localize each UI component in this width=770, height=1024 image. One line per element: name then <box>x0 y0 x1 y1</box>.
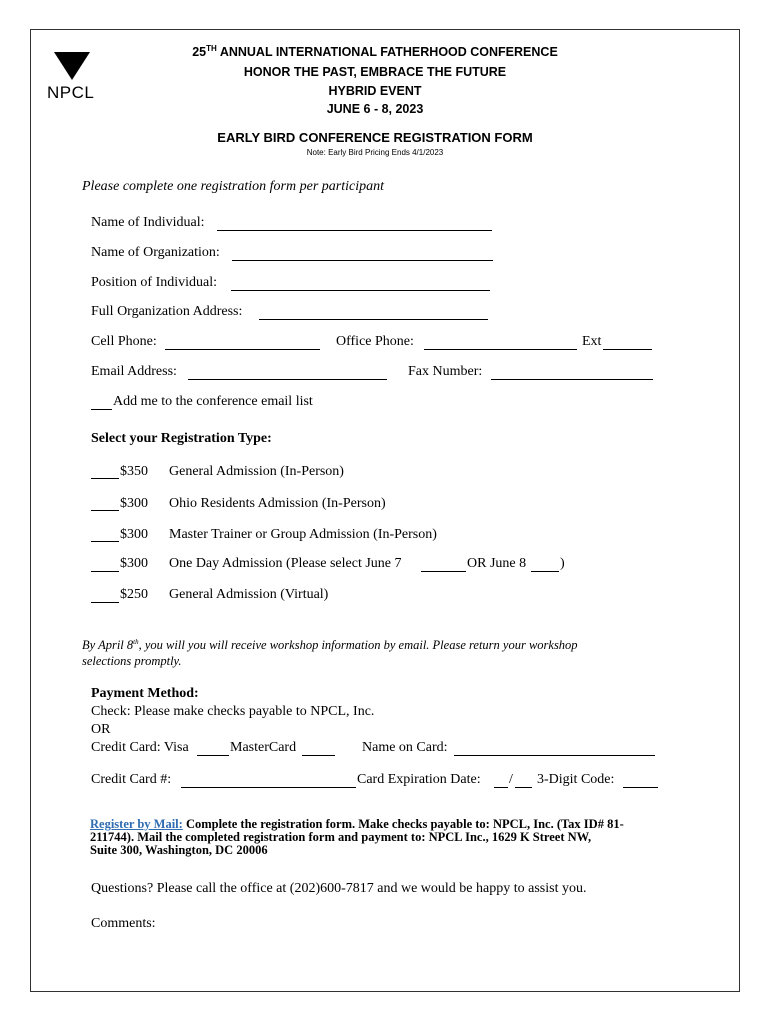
event-dates: JUNE 6 - 8, 2023 <box>326 102 424 116</box>
address-label: Full Organization Address: <box>91 304 243 319</box>
check-instruction: Check: Please make checks payable to NPCL, Inc. <box>91 704 375 719</box>
logo-text: NPCL <box>47 83 95 102</box>
reg-option-2-label: Ohio Residents Admission (In-Person) <box>169 496 386 511</box>
reg-option-3-price: $300 <box>120 527 148 542</box>
mastercard-label: MasterCard <box>230 740 297 755</box>
reg-option-2-checkbox[interactable] <box>91 510 119 511</box>
reg-option-4-label: One Day Admission (Please select June 7 <box>169 556 402 571</box>
name-org-field[interactable] <box>232 260 493 261</box>
register-by-mail: Register by Mail: Complete the registration form. Make checks payable to: NPCL, Inc. (Tax ID# 81- <box>90 817 624 831</box>
workshop-note-line2: selections promptly. <box>82 654 182 668</box>
exp-year-field[interactable] <box>515 787 532 788</box>
card-number-field[interactable] <box>181 787 356 788</box>
reg-option-3-label: Master Trainer or Group Admission (In-Person) <box>169 527 437 542</box>
mail-instructions-line3: Suite 300, Washington, DC 20006 <box>90 843 268 857</box>
mail-instructions-line2: 211744). Mail the completed registration form and payment to: NPCL Inc., 1629 K Street NW, <box>90 830 592 844</box>
email-label: Email Address: <box>91 364 177 379</box>
form-title: EARLY BIRD CONFERENCE REGISTRATION FORM <box>217 130 533 145</box>
position-field[interactable] <box>231 290 490 291</box>
reg-option-2-price: $300 <box>120 496 148 511</box>
questions-text: Questions? Please call the office at (202)600-7817 and we would be happy to assist you. <box>91 881 587 896</box>
cell-phone-field[interactable] <box>165 349 320 350</box>
cvv-label: 3-Digit Code: <box>537 772 615 787</box>
email-list-checkbox[interactable] <box>91 409 112 410</box>
june8-close-paren: ) <box>560 556 565 571</box>
exp-month-field[interactable] <box>494 787 508 788</box>
email-list-label: Add me to the conference email list <box>113 394 313 409</box>
reg-option-3-checkbox[interactable] <box>91 541 119 542</box>
address-field[interactable] <box>259 319 488 320</box>
mastercard-checkbox[interactable] <box>302 755 335 756</box>
name-on-card-label: Name on Card: <box>362 740 448 755</box>
reg-option-5-price: $250 <box>120 587 148 602</box>
card-number-label: Credit Card #: <box>91 772 172 787</box>
credit-card-visa-label: Credit Card: Visa <box>91 740 189 755</box>
reg-option-4-price: $300 <box>120 556 148 571</box>
reg-option-1-price: $350 <box>120 464 148 479</box>
reg-option-4-checkbox[interactable] <box>91 571 119 572</box>
event-type: HYBRID EVENT <box>328 84 422 98</box>
name-org-label: Name of Organization: <box>91 245 220 260</box>
workshop-note-line1: By April 8th, you will you will receive workshop information by email. Please return your workshop <box>82 638 578 653</box>
conference-theme: HONOR THE PAST, EMBRACE THE FUTURE <box>243 65 507 79</box>
reg-option-5-checkbox[interactable] <box>91 602 119 603</box>
triangle-logo-icon <box>54 52 90 80</box>
register-by-mail-link[interactable]: Register by Mail: <box>90 817 183 831</box>
office-phone-label: Office Phone: <box>336 334 414 349</box>
email-field[interactable] <box>188 379 387 380</box>
cvv-field[interactable] <box>623 787 658 788</box>
office-phone-field[interactable] <box>424 349 577 350</box>
reg-option-1-checkbox[interactable] <box>91 478 119 479</box>
fax-field[interactable] <box>491 379 653 380</box>
name-on-card-field[interactable] <box>454 755 655 756</box>
june7-field[interactable] <box>421 571 466 572</box>
early-bird-note: Note: Early Bird Pricing Ends 4/1/2023 <box>306 148 444 157</box>
exp-separator: / <box>509 772 513 787</box>
registration-heading: Select your Registration Type: <box>91 431 272 446</box>
position-label: Position of Individual: <box>91 275 217 290</box>
name-individual-label: Name of Individual: <box>91 215 205 230</box>
reg-option-1-label: General Admission (In-Person) <box>169 464 344 479</box>
comments-label: Comments: <box>91 916 156 931</box>
expiration-label: Card Expiration Date: <box>357 772 481 787</box>
ext-label: Ext <box>582 334 602 349</box>
conference-title: 25TH ANNUAL INTERNATIONAL FATHERHOOD CONFERENCE <box>192 44 558 60</box>
payment-heading: Payment Method: <box>91 686 199 701</box>
visa-checkbox[interactable] <box>197 755 229 756</box>
name-individual-field[interactable] <box>217 230 492 231</box>
intro-instruction: Please complete one registration form per participant <box>82 179 384 194</box>
june8-label: OR June 8 <box>467 556 527 571</box>
or-label: OR <box>91 722 111 737</box>
reg-option-5-label: General Admission (Virtual) <box>169 587 329 602</box>
ext-field[interactable] <box>603 349 652 350</box>
cell-phone-label: Cell Phone: <box>91 334 157 349</box>
fax-label: Fax Number: <box>408 364 483 379</box>
june8-field[interactable] <box>531 571 559 572</box>
